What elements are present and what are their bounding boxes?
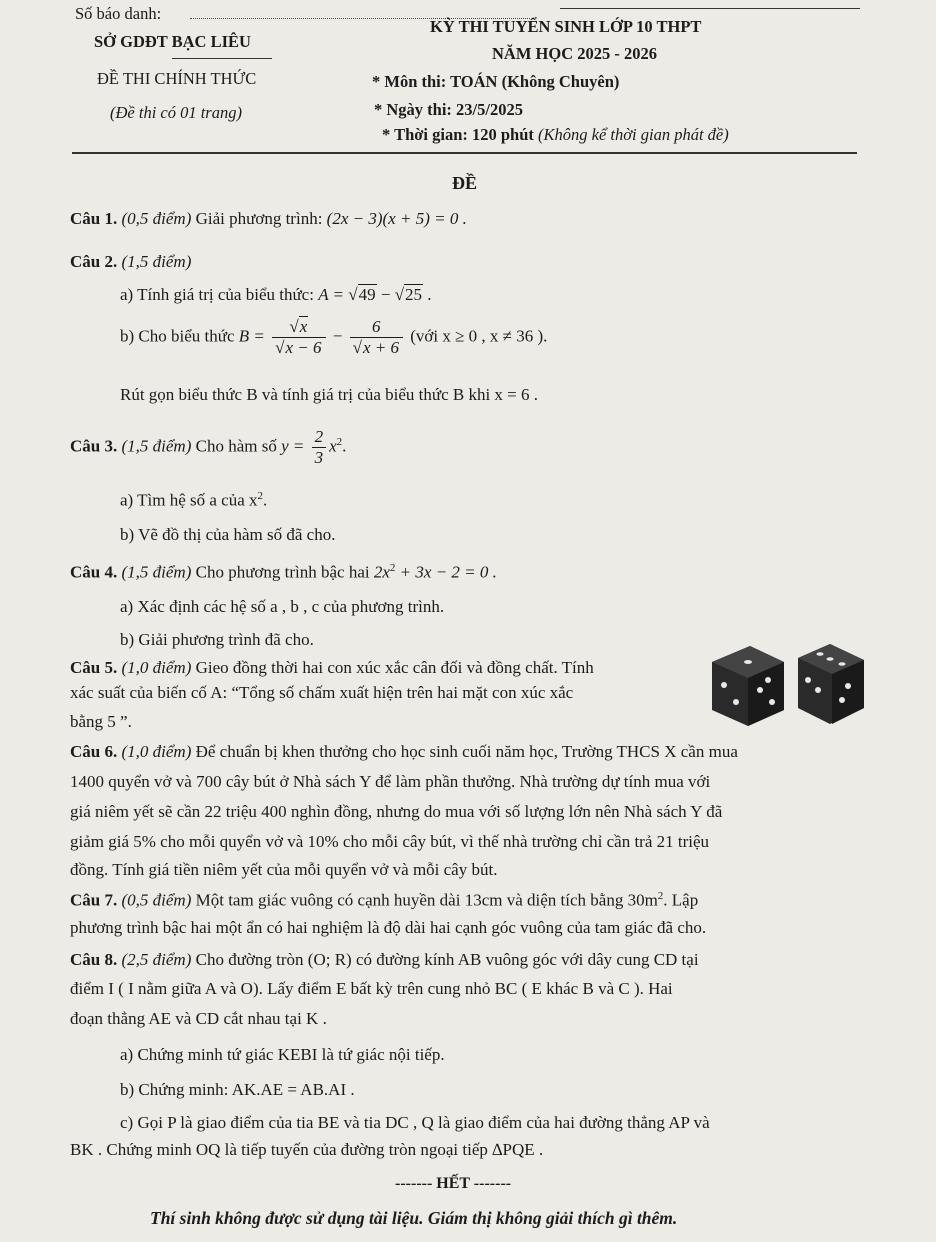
question-8-line-1: Câu 8. (2,5 điểm) Cho đường tròn (O; R) có đường kính AB vuông góc với dây cung CD tại: [70, 950, 699, 969]
exam-duration: * Thời gian: 120 phút (Không kể thời gian phát đề): [382, 125, 729, 144]
candidate-number-label: Số báo danh:: [75, 4, 162, 23]
question-6-line-5: đồng. Tính giá tiền niêm yết của mỗi quyển vở và mỗi cây bút.: [70, 860, 498, 879]
question-2b-continued: Rút gọn biểu thức B và tính giá trị của biểu thức B khi x = 6 .: [120, 385, 539, 404]
exam-subject: * Môn thi: TOÁN (Không Chuyên): [372, 72, 620, 91]
question-6-line-3: giá niêm yết sẽ cần 22 triệu 400 nghìn đồng, nhưng do mua với số lượng lớn nên Nhà sách Y đã: [70, 802, 723, 821]
question-1: Câu 1. (0,5 điểm) Giải phương trình: (2x − 3)(x + 5) = 0 .: [70, 209, 467, 228]
footer-note: Thí sinh không được sử dụng tài liệu. Giám thị không giải thích gì thêm.: [150, 1208, 678, 1228]
die-right-icon: [798, 644, 864, 724]
question-8c-line-1: c) Gọi P là giao điểm của tia BE và tia DC , Q là giao điểm của hai đường thẳng AP và: [120, 1113, 710, 1132]
question-2b: b) Cho biểu thức B = $\frac{√x}{√x - 6}$ − $\frac{6}{√x + 6}$ (với x ≥ 0 , x ≠ 36 ).: [120, 317, 548, 357]
end-marker: ------- HẾT -------: [395, 1175, 512, 1192]
question-7-line-1: Câu 7. (0,5 điểm) Một tam giác vuông có cạnh huyền dài 13cm và diện tích bằng $30m^2$. Lập: [70, 890, 699, 910]
question-5-line-2: xác suất của biến cố A: “Tổng số chấm xuất hiện trên hai mặt con xúc xắc: [70, 683, 574, 702]
question-8-line-2: điểm I ( I nằm giữa A và O). Lấy điểm E bất kỳ trên cung nhỏ BC ( E khác B và C ). Hai: [70, 979, 673, 998]
question-2a: a) Tính giá trị của biểu thức: A = √49 − √25 .: [120, 285, 432, 304]
question-4: Câu 4. (1,5 điểm) Cho phương trình bậc hai $2x^2 + 3x - 2 = 0$ .: [70, 562, 497, 582]
question-6-line-2: 1400 quyển vở và 700 cây bút ở Nhà sách Y để làm phần thưởng. Nhà trường dự tính mua với: [70, 772, 711, 791]
question-8c-line-2: BK . Chứng minh OQ là tiếp tuyến của đường tròn ngoại tiếp ∆PQE .: [70, 1140, 544, 1159]
exam-title: KỲ THI TUYỂN SINH LỚP 10 THPT: [430, 17, 702, 36]
page-count-note: (Đề thi có 01 trang): [110, 103, 242, 122]
header-divider: [72, 152, 857, 154]
question-3: Câu 3. (1,5 điểm) Cho hàm số y = $\frac{2}{3}$ $x^2$.: [70, 427, 347, 467]
department-underline: [172, 58, 272, 59]
question-4b: b) Giải phương trình đã cho.: [120, 630, 314, 649]
question-7-line-2: phương trình bậc hai một ẩn có hai nghiệm là độ dài hai cạnh góc vuông của tam giác đã cho.: [70, 918, 707, 937]
school-year: NĂM HỌC 2025 - 2026: [492, 44, 657, 63]
section-title: ĐỀ: [452, 173, 478, 193]
question-6-line-4: giảm giá 5% cho mỗi quyển vở và 10% cho mỗi cây bút, vì thế nhà trường chỉ cần trả 21 triệu: [70, 832, 710, 851]
question-3a: a) Tìm hệ số a của $x^2$.: [120, 490, 268, 510]
question-8a: a) Chứng minh tứ giác KEBI là tứ giác nội tiếp.: [120, 1045, 445, 1064]
question-8-line-3: đoạn thẳng AE và CD cắt nhau tại K .: [70, 1009, 327, 1028]
q1-equation: (2x − 3)(x + 5) = 0 .: [326, 209, 467, 228]
department-name: SỞ GDĐT BẠC LIÊU: [94, 32, 251, 51]
header-top-rule: [560, 8, 860, 9]
dice-illustration: [702, 640, 872, 730]
exam-date: * Ngày thi: 23/5/2025: [374, 100, 523, 119]
die-left-icon: [712, 646, 784, 726]
question-3b: b) Vẽ đồ thị của hàm số đã cho.: [120, 525, 336, 544]
question-2-heading: Câu 2. (1,5 điểm): [70, 252, 192, 271]
question-4a: a) Xác định các hệ số a , b , c của phương trình.: [120, 597, 445, 616]
question-5-line-1: Câu 5. (1,0 điểm) Gieo đồng thời hai con xúc xắc cân đối và đồng chất. Tính: [70, 658, 594, 677]
question-6-line-1: Câu 6. (1,0 điểm) Để chuẩn bị khen thưởng cho học sinh cuối năm học, Trường THCS X cần mua: [70, 742, 738, 761]
question-8b: b) Chứng minh: AK.AE = AB.AI .: [120, 1080, 355, 1099]
question-5-line-3: bằng 5 ”.: [70, 712, 132, 731]
official-exam-label: ĐỀ THI CHÍNH THỨC: [97, 69, 257, 88]
